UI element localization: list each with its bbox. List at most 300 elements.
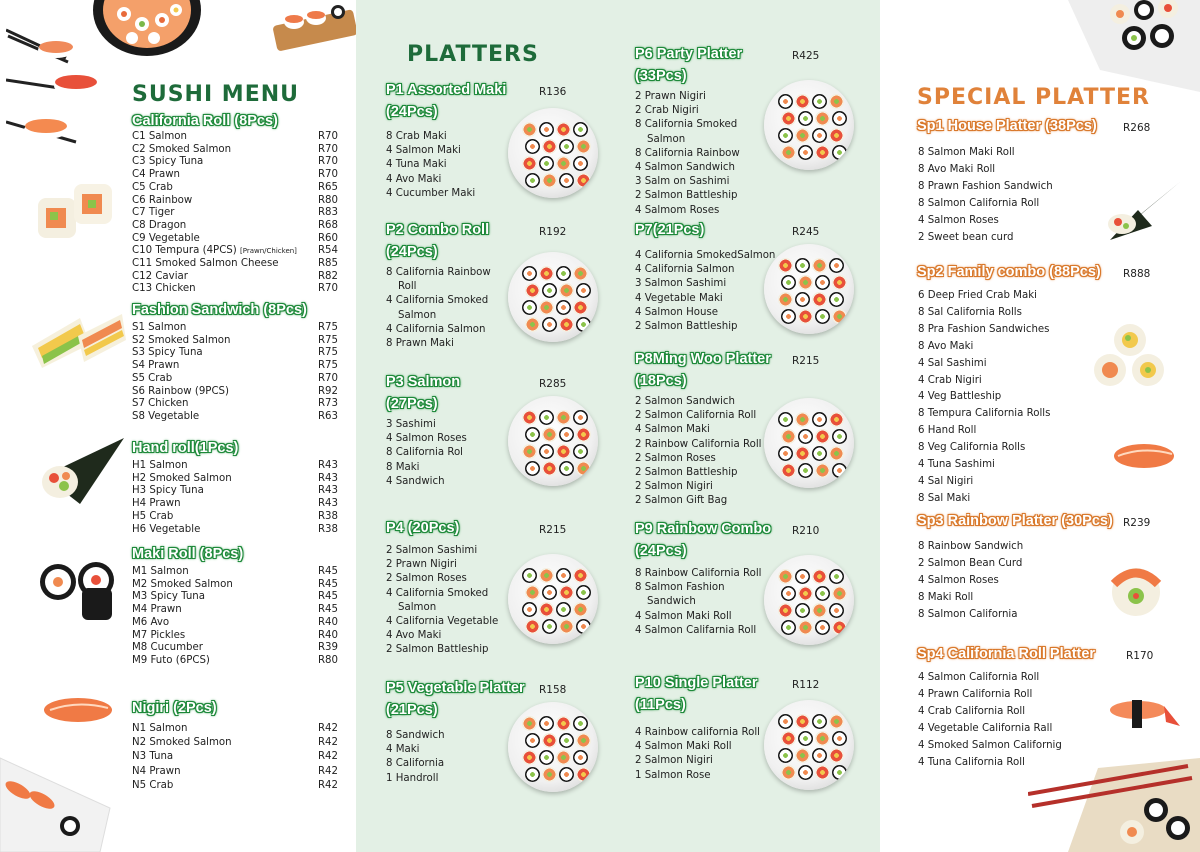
- special-item: 4 Vegetable California Rall: [918, 722, 1053, 734]
- menu-item-price: R83: [317, 207, 338, 219]
- menu-item: [132, 347, 338, 360]
- platter-price: R136: [539, 86, 567, 98]
- menu-item: [132, 511, 338, 524]
- menu-item-price: R40: [317, 616, 338, 628]
- special-item: 4 Tuna California Roll: [918, 756, 1025, 768]
- menu-item: [132, 195, 338, 208]
- platter-contents: [386, 266, 491, 351]
- special-heading: [917, 644, 1154, 664]
- menu-item-name: S7 Chicken: [132, 398, 189, 410]
- menu-item: [132, 604, 338, 617]
- special-item: 4 Salmon Roses: [918, 574, 999, 586]
- special-item: 6 Deep Fried Crab Maki: [918, 290, 1037, 301]
- menu-item: [132, 131, 338, 144]
- platter-item: 8 Sandwich: [386, 730, 445, 741]
- menu-item: [132, 373, 338, 386]
- platter-price: R245: [792, 226, 820, 238]
- platter-price: R215: [539, 524, 567, 536]
- menu-item-price: R39: [317, 642, 338, 654]
- menu-item-price: R70: [317, 156, 338, 168]
- menu-item-price: R43: [317, 460, 338, 471]
- platter-item: 2 Salmon Gift Bag: [635, 495, 728, 507]
- menu-item: [132, 169, 338, 182]
- special-item: 8 Maki Roll: [918, 591, 974, 603]
- menu-item-price: R80: [317, 194, 338, 206]
- platter-item: 4 Vegetable Maki: [635, 292, 723, 304]
- special-platter-title: SPECIAL PLATTER: [917, 85, 1150, 110]
- platter-piece-count: (27Pcs): [386, 396, 438, 412]
- rainbow-roll-image: [1106, 562, 1166, 620]
- platter-piece-count: (33Pcs): [635, 68, 687, 84]
- menu-item-name: H6 Vegetable: [132, 523, 201, 535]
- platter-item: 2 Salmon Battleship: [635, 467, 738, 479]
- special-contents: [918, 539, 1023, 624]
- menu-item-name: C3 Spicy Tuna: [132, 156, 204, 168]
- platter-name: P10 Single Platter: [635, 675, 758, 691]
- menu-item-name: M9 Futo (6PCS): [132, 654, 210, 666]
- platter-name: P3 Salmon: [386, 374, 461, 390]
- special-item: 8 Sal Maki: [918, 492, 971, 504]
- special-item: 8 Sal California Rolls: [918, 306, 1022, 318]
- maki-roll-image: [38, 560, 122, 622]
- platter-item: 2 Salmon Roses: [635, 452, 716, 464]
- special-item: 2 Sweet bean curd: [918, 231, 1014, 243]
- menu-item-name: M6 Avo: [132, 616, 170, 628]
- menu-item-price: R54: [317, 245, 338, 257]
- platter-heading: [386, 518, 567, 538]
- platter-item: Salmon: [398, 309, 437, 321]
- platter-heading: [635, 519, 820, 539]
- menu-item-price: R42: [317, 779, 338, 791]
- platter-item: 8 Crab Maki: [386, 131, 447, 142]
- menu-item-name: C13 Chicken: [132, 283, 196, 295]
- platter-item: 2 Salmon Sashimi: [386, 545, 478, 556]
- platter-item: 4 California Vegetable: [386, 616, 499, 628]
- section-heading: Nigiri (2Pcs): [132, 700, 217, 716]
- menu-item-name: S6 Rainbow (9PCS): [132, 385, 229, 397]
- platter-plate-image: [764, 244, 854, 334]
- hand-roll-image: [40, 436, 126, 506]
- sushi-menu-title: SUSHI MENU: [132, 82, 300, 107]
- california-roll-stack-image: [1092, 322, 1168, 392]
- special-item: 8 Veg California Rolls: [918, 442, 1026, 454]
- platter-name: P9 Rainbow Combo: [635, 521, 772, 537]
- menu-item-price: R75: [317, 347, 338, 359]
- platter-item: 8 Maki: [386, 461, 420, 473]
- menu-item-name: S5 Crab: [132, 372, 173, 384]
- menu-item-list: [132, 322, 338, 424]
- platter-item: 2 Salmon Roses: [386, 573, 467, 585]
- menu-item-price: R43: [317, 472, 338, 484]
- menu-item-price: R80: [317, 654, 338, 666]
- special-item: 4 Salmon California Roll: [918, 672, 1040, 683]
- platter-heading: [635, 673, 820, 693]
- platter-contents: [635, 395, 762, 509]
- menu-item-name: C4 Prawn: [132, 169, 181, 181]
- platter-name: P5 Vegetable Platter: [386, 680, 525, 696]
- platter-item: 4 California SmokedSalmon: [635, 250, 776, 261]
- special-name: Sp4 California Roll Platter: [917, 646, 1096, 662]
- section-heading: California Roll (8Pcs): [132, 113, 278, 129]
- platter-item: Sandwich: [647, 596, 696, 608]
- platter-name: P2 Combo Roll: [386, 222, 490, 238]
- special-name: Sp3 Rainbow Platter (30Pcs): [917, 513, 1113, 529]
- menu-item: [132, 524, 338, 537]
- platter-item: 4 Salmon Maki Roll: [635, 610, 732, 622]
- menu-item-price: R42: [317, 737, 338, 749]
- platter-item: 4 Avo Maki: [386, 173, 442, 185]
- menu-item-price: R70: [317, 283, 338, 295]
- special-item: 8 Rainbow Sandwich: [918, 541, 1024, 552]
- hand-roll-cone-image: [1102, 180, 1182, 244]
- menu-item-name: M8 Cucumber: [132, 642, 203, 654]
- special-heading: [917, 116, 1151, 136]
- platter-item: 8 California Rainbow: [386, 267, 491, 278]
- platter-item: 8 Prawn Maki: [386, 338, 454, 350]
- menu-item: [132, 765, 338, 779]
- platter-item: 4 Salmon Califarnia Roll: [635, 624, 757, 636]
- platter-heading: [635, 220, 820, 240]
- platter-price: R158: [539, 684, 567, 696]
- platter-item: 2 Rainbow California Roll: [635, 438, 762, 450]
- platter-item: 1 Salmon Rose: [635, 769, 711, 781]
- platter-contents: [386, 729, 445, 786]
- menu-item-name: H4 Prawn: [132, 498, 181, 510]
- menu-item: [132, 485, 338, 498]
- platter-heading: [386, 80, 567, 100]
- platter-heading: [386, 220, 567, 240]
- platter-piece-count: (24Pcs): [386, 244, 438, 260]
- menu-item-price: R65: [317, 181, 338, 193]
- menu-item: [132, 722, 338, 736]
- menu-item: [132, 579, 338, 592]
- california-roll-image: [34, 178, 118, 250]
- sushi-menu-panel: [0, 0, 356, 852]
- platter-item: 4 Sandwich: [386, 475, 445, 487]
- sushi-tray-image: [1060, 0, 1200, 92]
- platter-price: R112: [792, 679, 820, 691]
- platter-item: 4 Avo Maki: [386, 630, 442, 642]
- menu-item-price: R68: [317, 219, 338, 231]
- platter-name: P7(21Pcs): [635, 222, 705, 238]
- special-item: 8 Avo Maki Roll: [918, 163, 996, 175]
- menu-item: [132, 245, 338, 258]
- platter-item: 4 Maki: [386, 744, 420, 756]
- platter-item: 8 California: [386, 758, 445, 770]
- menu-item: [132, 360, 338, 373]
- menu-item-price: R38: [317, 510, 338, 522]
- special-price: R170: [1126, 650, 1154, 662]
- menu-item-price: R45: [317, 591, 338, 603]
- sushi-board-image: [268, 0, 356, 56]
- platter-item: 4 Salmon Sandwich: [635, 162, 735, 174]
- special-item: 8 Salmon California: [918, 608, 1018, 620]
- special-price: R268: [1123, 122, 1151, 134]
- menu-item: [132, 473, 338, 486]
- platter-piece-count: (24Pcs): [635, 543, 687, 559]
- special-contents: [918, 670, 1062, 771]
- menu-item-name: H3 Spicy Tuna: [132, 485, 204, 497]
- platter-item: Salmon: [647, 133, 686, 145]
- platter-price: R215: [792, 355, 820, 367]
- platter-item: 4 Cucumber Maki: [386, 187, 476, 199]
- sushi-platter-image: [92, 0, 202, 56]
- platter-item: 2 Salmon Battleship: [635, 190, 738, 202]
- platter-item: 8 California Rainbow: [635, 147, 740, 159]
- menu-item-note: [Prawn/Chicken]: [240, 247, 297, 256]
- menu-item: [132, 630, 338, 643]
- platter-item: 4 California Smoked: [386, 587, 489, 599]
- platter-item: 2 Crab Nigiri: [635, 105, 699, 117]
- platter-item: 8 California Smoked: [635, 119, 738, 131]
- menu-item-name: M2 Smoked Salmon: [132, 578, 233, 590]
- platter-item: 1 Handroll: [386, 772, 439, 784]
- special-item: 8 Salmon Maki Roll: [918, 147, 1015, 158]
- menu-item: [132, 498, 338, 511]
- menu-item-price: R60: [317, 232, 338, 244]
- platter-item: 2 Salmon California Roll: [635, 410, 757, 422]
- platter-item: 4 Salmom Roses: [635, 204, 720, 216]
- platter-price: R210: [792, 525, 820, 537]
- menu-item: [132, 156, 338, 169]
- special-price: R239: [1123, 517, 1151, 529]
- menu-item-name: H2 Smoked Salmon: [132, 472, 232, 484]
- special-item: 4 Smoked Salmon Californig: [918, 739, 1062, 751]
- menu-item-name: C1 Salmon: [132, 131, 187, 142]
- special-item: 4 Salmon Roses: [918, 214, 999, 226]
- platter-item: 2 Prawn Nigiri: [635, 91, 706, 102]
- platters-title: PLATTERS: [407, 42, 539, 67]
- platter-plate-image: [764, 700, 854, 790]
- menu-item-name: C7 Tiger: [132, 207, 175, 219]
- platter-heading: [386, 372, 567, 392]
- menu-item: [132, 617, 338, 630]
- menu-item: [132, 386, 338, 399]
- platter-item: 3 Sashimi: [386, 419, 436, 430]
- menu-item: [132, 566, 338, 579]
- menu-item-price: R40: [317, 629, 338, 641]
- chopsticks-nigiri-image: [6, 22, 102, 150]
- menu-item-price: R73: [317, 398, 338, 410]
- menu-item-name: C11 Smoked Salmon Cheese: [132, 258, 279, 270]
- platter-item: 4 Tuna Maki: [386, 159, 447, 171]
- platter-plate-image: [508, 108, 598, 198]
- menu-item: [132, 335, 338, 348]
- special-contents: [918, 288, 1050, 508]
- menu-item: [132, 591, 338, 604]
- menu-item: [132, 460, 338, 473]
- platter-piece-count: (11Pcs): [635, 697, 686, 713]
- menu-item-name: S3 Spicy Tuna: [132, 347, 203, 359]
- platter-plate-image: [508, 396, 598, 486]
- menu-item-name: S8 Vegetable: [132, 410, 200, 422]
- menu-item-price: R42: [317, 751, 338, 763]
- special-platter-panel: [880, 0, 1200, 852]
- platter-item: 2 Salmon Nigiri: [635, 481, 713, 493]
- menu-item-price: R38: [317, 523, 338, 535]
- platter-plate-image: [764, 80, 854, 170]
- menu-item-price: R70: [317, 372, 338, 384]
- platter-contents: [635, 726, 760, 783]
- menu-item-name: N1 Salmon: [132, 723, 188, 734]
- menu-item: [132, 283, 338, 296]
- menu-item: [132, 220, 338, 233]
- menu-item: [132, 144, 338, 157]
- menu-item: [132, 207, 338, 220]
- prawn-nigiri-image: [1106, 688, 1180, 740]
- platter-name: P1 Assorted Maki: [386, 82, 507, 98]
- menu-item: [132, 411, 338, 424]
- menu-item-list: [132, 722, 338, 793]
- menu-item-price: R75: [317, 322, 338, 333]
- special-contents: [918, 145, 1053, 246]
- special-item: 8 Pra Fashion Sandwiches: [918, 323, 1050, 335]
- menu-item-name: C12 Caviar: [132, 270, 188, 282]
- platter-name: P6 Party Platter: [635, 46, 743, 62]
- special-item: 4 Veg Battleship: [918, 391, 1002, 403]
- platter-item: 4 Rainbow california Roll: [635, 727, 760, 738]
- platter-name: P8Ming Woo Platter: [635, 351, 771, 367]
- platter-plate-image: [508, 252, 598, 342]
- menu-item-name: C5 Crab: [132, 181, 173, 193]
- sushi-plate-image: [0, 748, 130, 852]
- menu-item: [132, 233, 338, 246]
- platter-item: 4 Salmon Maki: [386, 145, 461, 157]
- platter-item: 4 Salmon House: [635, 306, 719, 318]
- menu-item-name: S2 Smoked Salmon: [132, 334, 231, 346]
- special-item: 4 Sal Sashimi: [918, 357, 987, 369]
- menu-item-price: R85: [317, 258, 338, 270]
- menu-item-name: C2 Smoked Salmon: [132, 143, 232, 155]
- menu-item-price: R92: [317, 385, 338, 397]
- special-item: 4 Sal Nigiri: [918, 475, 974, 487]
- menu-item: [132, 779, 338, 793]
- menu-item-list: [132, 460, 338, 536]
- platter-piece-count: (21Pcs): [386, 702, 438, 718]
- platter-contents: [386, 130, 475, 201]
- menu-item-name: S4 Prawn: [132, 360, 180, 372]
- platter-item: 8 Rainbow California Roll: [635, 568, 762, 579]
- platter-contents: [635, 90, 740, 218]
- platter-item: 2 Salmon Battleship: [386, 644, 489, 656]
- menu-item-price: R70: [317, 131, 338, 142]
- special-name: Sp1 House Platter (38Pcs): [917, 118, 1097, 134]
- menu-item-name: C9 Vegetable: [132, 232, 200, 244]
- menu-item-name: N2 Smoked Salmon: [132, 737, 232, 749]
- section-heading: Maki Roll (8Pcs): [132, 546, 244, 562]
- menu-item-price: R82: [317, 270, 338, 282]
- menu-item-price: R70: [317, 169, 338, 181]
- special-item: 6 Hand Roll: [918, 425, 977, 437]
- menu-item-name: H1 Salmon: [132, 460, 188, 471]
- menu-item-name: N3 Tuna: [132, 751, 174, 763]
- menu-item: [132, 750, 338, 764]
- platter-item: 4 Salmon Maki: [635, 424, 710, 436]
- menu-item-price: R42: [317, 765, 338, 777]
- platter-item: 4 California Salmon: [635, 264, 735, 276]
- platter-item: 3 Salmon Sashimi: [635, 278, 727, 290]
- menu-item-price: R42: [317, 723, 338, 734]
- menu-item-name: C6 Rainbow: [132, 194, 193, 206]
- menu-item-price: R75: [317, 334, 338, 346]
- platter-item: 2 Salmon Sandwich: [635, 396, 735, 407]
- menu-item: [132, 322, 338, 335]
- platter-heading: [635, 349, 820, 369]
- special-item: 8 Salmon California Roll: [918, 197, 1040, 209]
- menu-item-price: R45: [317, 604, 338, 616]
- menu-item: [132, 642, 338, 655]
- platters-panel: [356, 0, 880, 852]
- menu-item-price: R75: [317, 360, 338, 372]
- menu-item-name: M3 Spicy Tuna: [132, 591, 205, 603]
- special-heading: [917, 262, 1151, 282]
- menu-item-name: M1 Salmon: [132, 566, 189, 577]
- special-item: 4 Crab Nigiri: [918, 374, 982, 386]
- platter-item: 2 Salmon Nigiri: [635, 755, 713, 767]
- platter-item: 8 Salmon Fashion: [635, 582, 725, 594]
- platter-item: 2 Prawn Nigiri: [386, 559, 457, 571]
- platter-plate-image: [508, 702, 598, 792]
- menu-item-list: [132, 566, 338, 668]
- menu-item: [132, 258, 338, 271]
- platter-plate-image: [764, 555, 854, 645]
- special-name: Sp2 Family combo (88Pcs): [917, 264, 1101, 280]
- menu-item: [132, 182, 338, 195]
- special-item: 8 Prawn Fashion Sandwich: [918, 180, 1053, 192]
- platter-plate-image: [508, 554, 598, 644]
- special-item: 2 Salmon Bean Curd: [918, 557, 1023, 569]
- menu-item-price: R45: [317, 578, 338, 590]
- special-item: 4 Tuna Sashimi: [918, 459, 995, 471]
- platter-contents: [386, 418, 467, 489]
- menu-item: [132, 398, 338, 411]
- platter-price: R192: [539, 226, 567, 238]
- platter-item: 4 Salmon Roses: [386, 433, 467, 445]
- platter-contents: [635, 249, 775, 334]
- platter-name: P4 (20Pcs): [386, 520, 460, 536]
- special-item: 4 Prawn California Roll: [918, 688, 1033, 700]
- menu-item-list: [132, 131, 338, 296]
- menu-item-name: N4 Prawn: [132, 765, 181, 777]
- menu-item: [132, 271, 338, 284]
- menu-item-name: M4 Prawn: [132, 604, 182, 616]
- platter-piece-count: (18Pcs): [635, 373, 687, 389]
- platter-contents: [635, 567, 762, 638]
- menu-item-name: C10 Tempura (4PCS): [132, 245, 237, 257]
- menu-item: [132, 736, 338, 750]
- platter-item: 2 Salmon Battleship: [635, 321, 738, 333]
- platter-item: 8 California Rol: [386, 447, 464, 459]
- menu-item-price: R45: [317, 566, 338, 577]
- section-heading: Hand roll(1Pcs): [132, 440, 239, 456]
- platter-price: R285: [539, 378, 567, 390]
- platter-piece-count: (24Pcs): [386, 104, 438, 120]
- nigiri-image: [42, 690, 116, 732]
- special-heading: [917, 511, 1151, 531]
- platter-item: Roll: [398, 281, 417, 293]
- platter-price: R425: [792, 50, 820, 62]
- special-price: R888: [1123, 268, 1151, 280]
- platter-item: 4 California Salmon: [386, 323, 486, 335]
- platter-item: 4 Salmon Maki Roll: [635, 741, 732, 753]
- special-item: 4 Crab California Roll: [918, 705, 1026, 717]
- menu-item-name: H5 Crab: [132, 510, 174, 522]
- special-item: 8 Avo Maki: [918, 340, 974, 352]
- platter-heading: [635, 44, 820, 64]
- menu-item-name: C8 Dragon: [132, 219, 187, 231]
- platter-item: 4 California Smoked: [386, 295, 489, 307]
- menu-item-price: R43: [317, 498, 338, 510]
